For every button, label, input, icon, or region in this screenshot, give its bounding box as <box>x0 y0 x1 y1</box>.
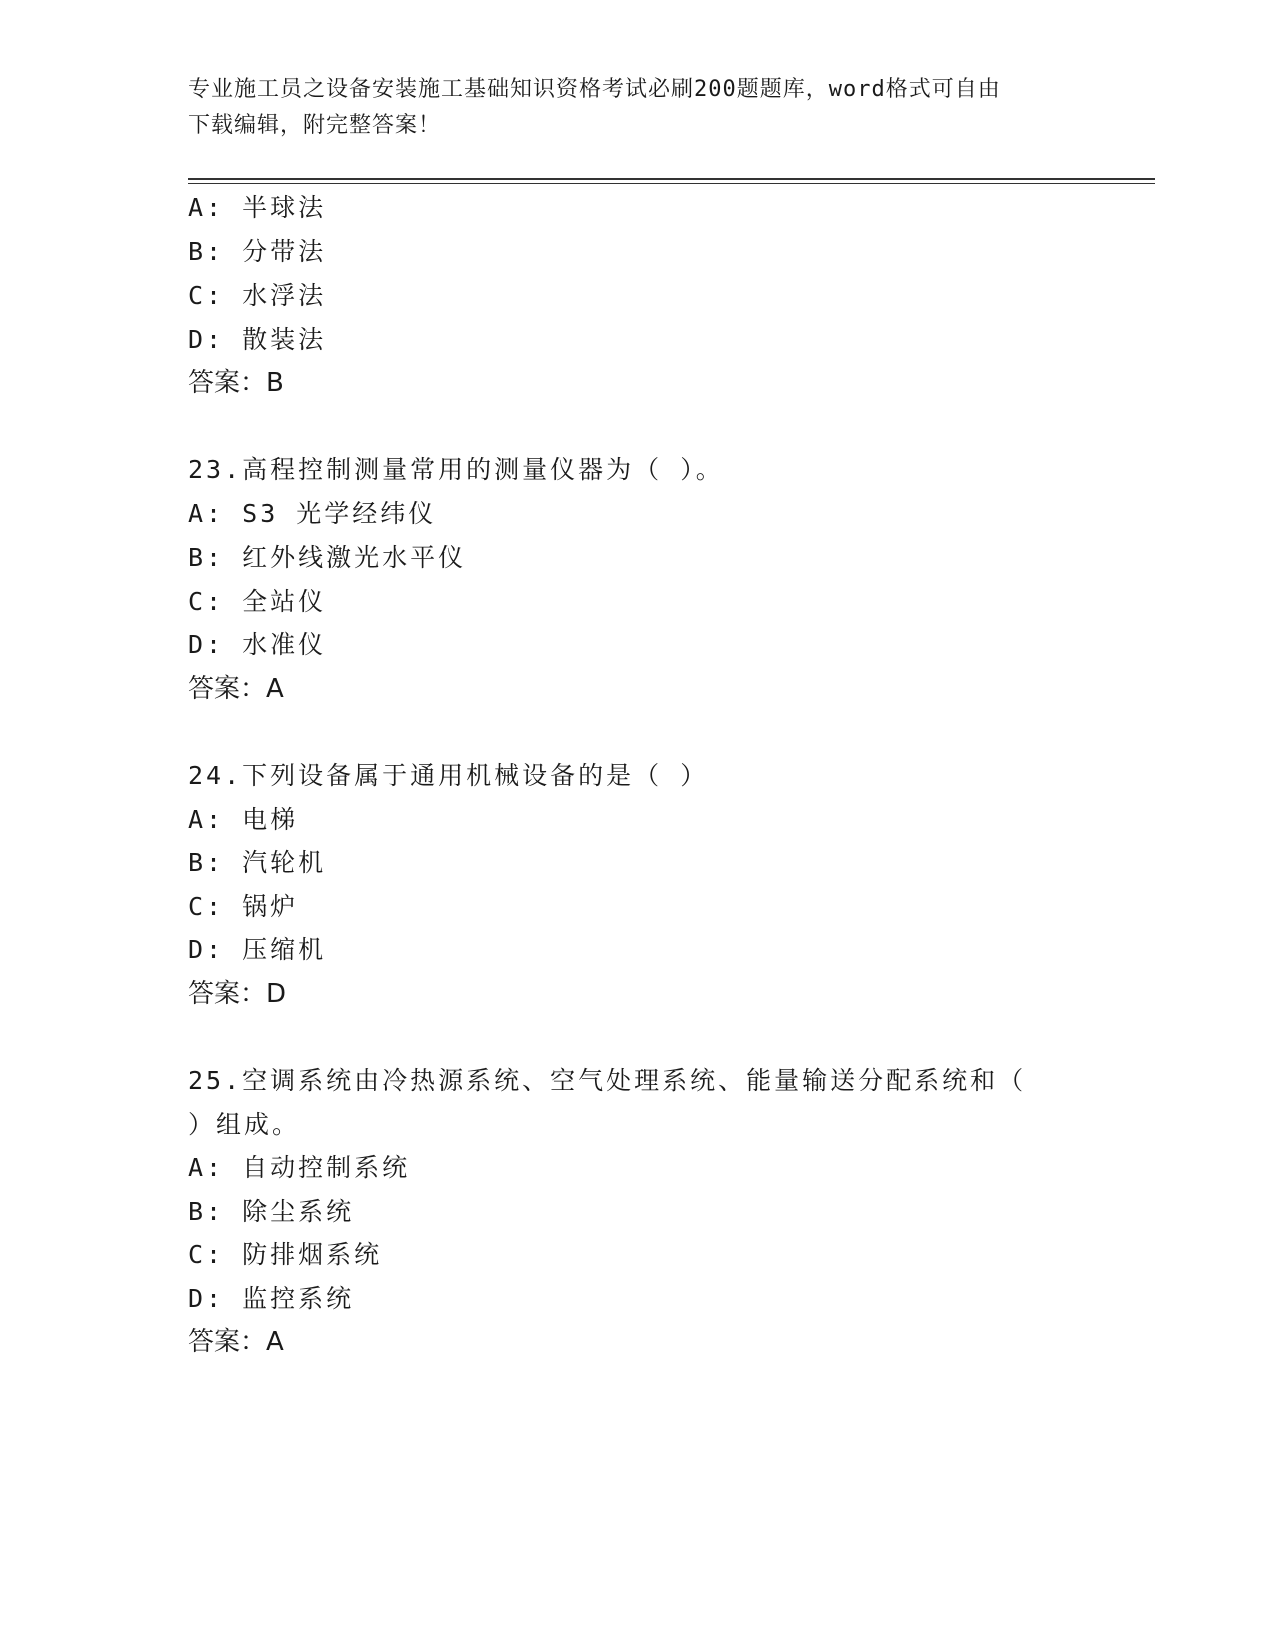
q24-question: 24.下列设备属于通用机械设备的是（ ） <box>188 761 709 790</box>
q23-option-a: A: S3 光学经纬仪 <box>188 499 437 528</box>
q25-option-d: D: 监控系统 <box>188 1284 355 1313</box>
q22-option-b: B: 分带法 <box>188 237 327 266</box>
header-line-1: 专业施工员之设备安装施工基础知识资格考试必刷200题题库，word格式可自由 <box>188 77 1001 102</box>
document-header <box>188 72 1068 144</box>
q23-option-b: B: 红外线激光水平仪 <box>188 543 467 572</box>
q23-answer: 答案：A <box>188 674 284 704</box>
q22-option-a: A: 半球法 <box>188 193 327 222</box>
q24-answer: 答案：D <box>188 979 287 1009</box>
header-divider-thin <box>188 183 1155 184</box>
q25-question-line-1: 25.空调系统由冷热源系统、空气处理系统、能量输送分配系统和（ <box>188 1066 1027 1095</box>
q25-option-b: B: 除尘系统 <box>188 1197 355 1226</box>
q24-option-b: B: 汽轮机 <box>188 848 327 877</box>
q22-option-c: C: 水浮法 <box>188 281 327 310</box>
q25-answer: 答案：A <box>188 1327 284 1357</box>
header-line-2: 下载编辑，附完整答案！ <box>188 113 442 138</box>
q25-option-c: C: 防排烟系统 <box>188 1240 383 1269</box>
q25-question-line-2: ）组成。 <box>188 1110 301 1139</box>
q23-option-d: D: 水准仪 <box>188 630 327 659</box>
q22-answer: 答案：B <box>188 368 284 398</box>
q23-option-c: C: 全站仪 <box>188 587 327 616</box>
q24-option-a: A: 电梯 <box>188 805 299 834</box>
q22-option-d: D: 散装法 <box>188 325 327 354</box>
q24-option-c: C: 锅炉 <box>188 892 299 921</box>
q25-option-a: A: 自动控制系统 <box>188 1153 411 1182</box>
header-divider-thick <box>188 178 1155 180</box>
q24-option-d: D: 压缩机 <box>188 935 327 964</box>
q23-question: 23.高程控制测量常用的测量仪器为（ ）。 <box>188 455 724 484</box>
